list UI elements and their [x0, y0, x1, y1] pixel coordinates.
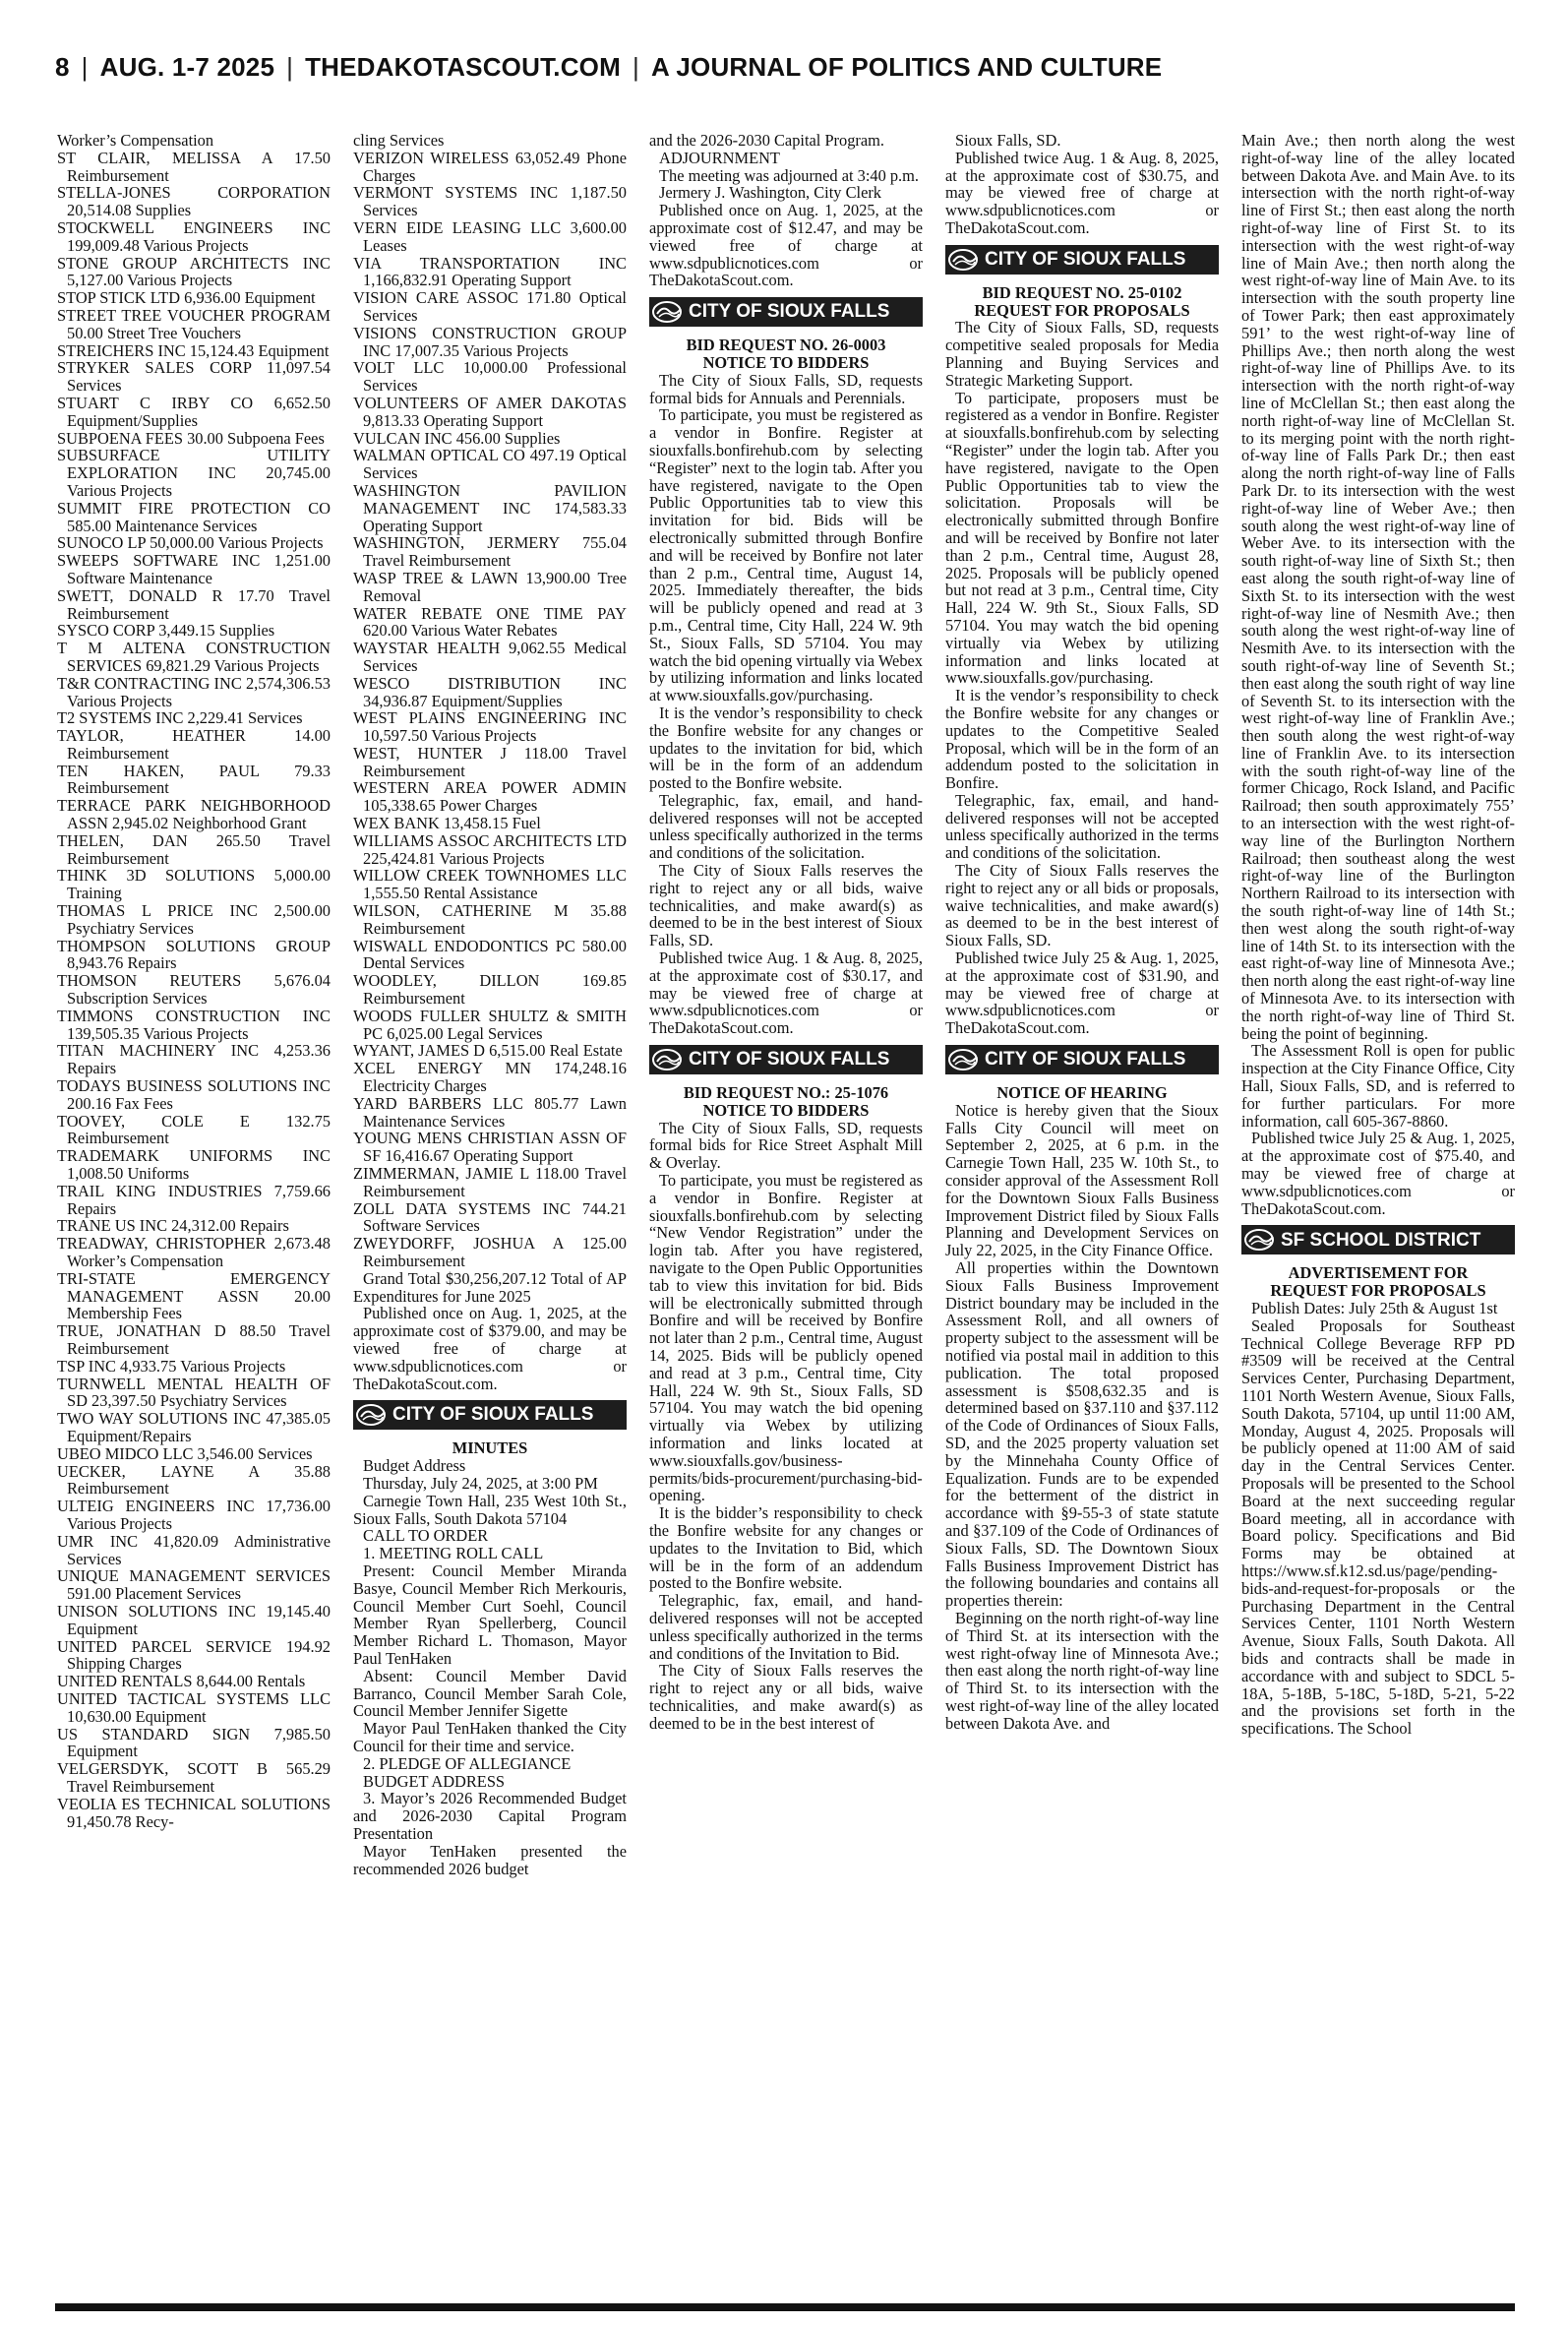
header-separator: | [286, 51, 294, 82]
notice-body [945, 319, 1219, 1037]
publication-note: Published once on Aug. 1, 2025, at the approximate cost of $379.00, and may be viewed free of charge at www.sdpublicnotices.com or TheDakotaScout.com. [353, 1304, 627, 1393]
expenditure-entry: VISIONS CONSTRUCTION GROUP INC 17,007.35 Various Projects [353, 323, 627, 360]
expenditure-entry: THOMAS L PRICE INC 2,500.00 Psychiatry Services [57, 901, 331, 938]
section-band [649, 1045, 923, 1074]
notice-paragraph: Telegraphic, fax, email, and hand-delivered responses will not be accepted unless specifically authorized in the terms and conditions of the Invitation to Bid. [649, 1591, 923, 1663]
minutes-paragraph: Carnegie Town Hall, 235 West 10th St., Sioux Falls, South Dakota 57104 [353, 1491, 627, 1528]
notice-paragraph: Telegraphic, fax, email, and hand-delivered responses will not be accepted unless specifically authorized in the terms and conditions of the solicitation. [649, 790, 923, 863]
section-band-label: CITY OF SIOUX FALLS [985, 1049, 1186, 1071]
expenditure-entry: TRADEMARK UNIFORMS INC 1,008.50 Uniforms [57, 1146, 331, 1184]
notice-paragraph: Publish Dates: July 25th & August 1st [1251, 1299, 1498, 1317]
notice-paragraph: The City of Sioux Falls reserves the right to reject any or all bids, waive technicalities, and make award(s) as deemed to be in the best interest of [649, 1661, 923, 1733]
expenditure-entry: T M ALTENA CONSTRUCTION SERVICES 69,821.29 Various Projects [57, 639, 331, 675]
grand-total: Grand Total $30,256,207.12 Total of AP Expenditures for June 2025 [353, 1268, 627, 1306]
minutes-paragraph: 2. PLEDGE OF ALLEGIANCE [363, 1753, 572, 1773]
expenditure-entry: TRAIL KING INDUSTRIES 7,759.66 Repairs [57, 1181, 331, 1218]
footer-rule [55, 2303, 1515, 2311]
notice-body [945, 132, 1219, 237]
expenditure-entry: TREADWAY, CHRISTOPHER 2,673.48 Worker’s Compensation [57, 1234, 331, 1270]
expenditure-entry: WAYSTAR HEALTH 9,062.55 Medical Services [353, 639, 627, 675]
notice-paragraph: Published twice Aug. 1 & Aug. 8, 2025, at the approximate cost of $30.17, and may be viewed free of charge at www.sdpublicnotices.com or TheDakotaScout.com. [649, 948, 923, 1038]
notice-paragraph: Beginning on the north right-of-way line of Third St. at its intersection with the west right-ofway line of Minnesota Ave.; then east along the north right-of-way line of Third St. to its intersection with the west right-of-way line of the alley located between Dakota Ave. and [945, 1608, 1219, 1733]
expenditure-entry: STRYKER SALES CORP 11,097.54 Services [57, 358, 331, 396]
expenditure-entry: TRANE US INC 24,312.00 Repairs [57, 1216, 289, 1236]
expenditure-entry: US STANDARD SIGN 7,985.50 Equipment [57, 1724, 331, 1761]
expenditure-entry: VERIZON WIRELESS 63,052.49 Phone Charges [353, 148, 627, 185]
notice-paragraph: The Assessment Roll is open for public inspection at the City Finance Office, City Hall, Sioux Falls, SD, and is referred to for further particulars. For more information, call 605-367-8860. [1241, 1041, 1515, 1131]
notice-heading: BID REQUEST NO. 25-0102 [982, 282, 1182, 302]
notice-paragraph: Sioux Falls, SD. [955, 132, 1061, 150]
section-band [649, 297, 923, 327]
expenditure-entry: WEST PLAINS ENGINEERING INC 10,597.50 Various Projects [353, 708, 627, 746]
notice-paragraph: Sealed Proposals for Southeast Technical College Beverage RFP PD #3509 will be received at the Central Services Center, Purchasing Department, 1101 North Western Avenue, Sioux Falls, South Dakota, 57104, up until 11:00 AM, Monday, August 4, 2025. Proposals will be publicly opened at 11:00 AM of said day in the Central Services Center. Proposals will be presented to the School Board at the next succeeding regular Board meeting, all in accordance with Board policy. Specifications and Bid Forms may be obtained at https://www.sf.k12.sd.us/page/pending-bids-and-request-for-proposals or the Purchasing Department in the Central Services Center, 1101 North Western Avenue, Sioux Falls, South Dakota. All bids and contracts shall be made in accordance with and subject to SDCL 5-18A, 5-18B, 5-18C, 5-18D, 5-21, 5-22 and the provisions set forth in the specifications. The School [1241, 1315, 1515, 1739]
city-logo-icon [947, 1047, 981, 1072]
notice-paragraph: All properties within the Downtown Sioux Falls Business Improvement District boundary may be included in the Assessment Roll, and all owners of property subject to the assessment will be notified via postal mail in addition to this publication. The total proposed assessment is $508,632.35 and is determined based on §37.110 and §37.112 of the Code of Ordinances of Sioux Falls, SD, and the 2025 property valuation set by the Minnehaha County Office of Equalization. Funds are to be expended for the betterment of the district in accordance with §9-55-3 of state statute and §37.109 of the Code of Ordinances of Sioux Falls, SD. The Downtown Sioux Falls Business Improvement District has the following boundaries and contains all properties therein: [945, 1258, 1219, 1611]
notice-paragraph: The City of Sioux Falls, SD, requests formal bids for Rice Street Asphalt Mill & Overlay. [649, 1118, 923, 1173]
expenditure-entry: WOODLEY, DILLON 169.85 Reimbursement [353, 971, 627, 1009]
expenditure-entry: UECKER, LAYNE A 35.88 Reimbursement [57, 1461, 331, 1499]
expenditure-entry: TRUE, JONATHAN D 88.50 Travel Reimbursement [57, 1321, 331, 1358]
notice-heading: ADVERTISEMENT FOR [1288, 1263, 1469, 1283]
expenditure-entry: UMR INC 41,820.09 Administrative Services [57, 1531, 331, 1568]
notice-paragraph: To participate, you must be registered as a vendor in Bonfire. Register at siouxfalls.bonfirehub.com by selecting “New Vendor Registration” under the login tab. After you have registered, navigate to the Open Public Opportunities tab to view this invitation for bid. Bids will be electronically submitted through Bonfire and will be received by Bonfire not later than 2 p.m., Central time, August 14, 2025. Bids will be publicly opened and read at 3 p.m., Central time, City Hall, 224 W. 9th St., Sioux Falls, SD 57104. You may watch the bid opening virtually via Webex by utilizing information and links located at www.siouxfalls.gov/business-permits/bids-procurement/purchasing-bid-opening. [649, 1171, 923, 1505]
expenditure-list [353, 132, 627, 1270]
continued-text: Main Ave.; then north along the west right-of-way line of the alley located between Dakota Ave. and Main Ave. to its intersection with the north right-of-way line of First St.; then east along the north right-of-way line of First St. to its intersection with the west right-of-way line of Main Ave.; then north along the west right-of-way line of Main Ave. to its intersection with the south property line of Tower Park; then east approximately 591’ to the west right-of-way line of Phillips Ave.; then north along the west right-of-way line of Phillips Ave. to its intersection with the north right-of-way line of McClellan St.; then east along the north right-of-way line of McClellan St. to its merging point with the north right-of-way line of Falls Park Dr.; then east along the north right-of-way line of Falls Park Dr. to its intersection with the west right-of-way line of Weber Ave.; then south along the west right-of-way line of Weber Ave. to its intersection with the south right-of-way line of Sixth St.; then east along the south right-of-way line of Sixth St. to its intersection with the west right-of-way line of Nesmith Ave.; then south along the west right-of-way line of Nesmith Ave. to its intersection with the south right-of-way line of Seventh St.; then east along the south right of way line of Seventh St. to its intersection with the west right-of-way line of Franklin Ave.; then south along the west right-of-way line of Franklin Ave. to its intersection with the south right-of-way line of the former Chicago, Rock Island, and Pacific Railroad; then south approximately 755’ to an intersection with the west right-of-way line of the Burlington Northern Railroad; then southeast along the west right-of-way line of the Burlington Northern Railroad to its intersection with the south right-of-way line of 14th St.; then west along the south right-of-way line of 14th St. to its intersection with the east right-of-way line of Minnesota Ave.; then north along the east right-of-way line of Minnesota Ave. to its intersection with the north right-of-way line of Third St. being the point of beginning. [1241, 132, 1515, 1043]
expenditure-entry: WEX BANK 13,458.15 Fuel [353, 814, 541, 833]
notice-paragraph: The City of Sioux Falls, SD, requests formal bids for Annuals and Perennials. [649, 370, 923, 407]
minutes-paragraph: Absent: Council Member David Barranco, Council Member Sarah Cole, Council Member Jennifer Sigette [353, 1666, 627, 1721]
expenditure-entry: TAYLOR, HEATHER 14.00 Reimbursement [57, 726, 331, 763]
minutes-paragraph: CALL TO ORDER [363, 1526, 489, 1546]
notice-subheading: NOTICE TO BIDDERS [702, 1100, 870, 1120]
expenditure-entry: WILLIAMS ASSOC ARCHITECTS LTD 225,424.81 Various Projects [353, 830, 627, 868]
minutes-body [649, 150, 923, 289]
minutes-paragraph: Published once on Aug. 1, 2025, at the approximate cost of $12.47, and may be viewed free of charge at www.sdpublicnotices.com or TheDakotaScout.com. [649, 201, 923, 290]
section-band-label: CITY OF SIOUX FALLS [392, 1404, 594, 1426]
notice-paragraph: It is the bidder’s responsibility to check the Bonfire website for any changes or updates to the Invitation to Bid, which will be in the form of an addendum posted to the Bonfire website. [649, 1503, 923, 1593]
notice-paragraph: Published twice Aug. 1 & Aug. 8, 2025, at the approximate cost of $30.75, and may be viewed free of charge at www.sdpublicnotices.com or TheDakotaScout.com. [945, 148, 1219, 237]
expenditure-entry: STREICHERS INC 15,124.43 Equipment [57, 340, 330, 360]
page-number: 8 [55, 51, 70, 82]
notice-body [945, 1102, 1219, 1733]
expenditure-entry: VELGERSDYK, SCOTT B 565.29 Travel Reimbursement [57, 1759, 331, 1796]
header-separator: | [632, 51, 639, 82]
page-header [55, 49, 1515, 85]
notice-subheading: REQUEST FOR PROPOSALS [1270, 1281, 1486, 1301]
column-2 [353, 132, 627, 2302]
expenditure-entry: TITAN MACHINERY INC 4,253.36 Repairs [57, 1041, 331, 1078]
notice-paragraph: To participate, you must be registered as a vendor in Bonfire. Register at siouxfalls.bonfirehub.com by selecting “Register” next to the login tab. After you have registered, navigate to the Open Public Opportunities tab to view this invitation for bid. Bids will be electronically submitted through Bonfire and will be received by Bonfire not later than 2 p.m., Central time, August 14, 2025. Immediately thereafter, the bids will be publicly opened and read at 3 p.m., Central time, City Hall, 224 W. 9th St., Sioux Falls, SD 57104. You may watch the bid opening virtually via Webex by utilizing information and links located at www.siouxfalls.gov/purchasing. [649, 405, 923, 705]
expenditure-entry: SUMMIT FIRE PROTECTION CO 585.00 Maintenance Services [57, 498, 331, 535]
expenditure-entry: cling Services [353, 132, 445, 150]
expenditure-entry: VOLT LLC 10,000.00 Professional Services [353, 358, 627, 396]
section-band [945, 1045, 1219, 1074]
expenditure-entry: ULTEIG ENGINEERS INC 17,736.00 Various Projects [57, 1497, 331, 1533]
minutes-paragraph: Present: Council Member Miranda Basye, Council Member Rich Merkouris, Council Member Curt Soehl, Council Member Ryan Spellerberg, Council Member Richard L. Thomason, Mayor Paul TenHaken [353, 1560, 627, 1668]
expenditure-entry: TODAYS BUSINESS SOLUTIONS INC 200.16 Fax Fees [57, 1076, 331, 1113]
continued-text: and the 2026-2030 Capital Program. [649, 132, 884, 150]
expenditure-entry: SUNOCO LP 50,000.00 Various Projects [57, 533, 324, 553]
expenditure-entry: WILSON, CATHERINE M 35.88 Reimbursement [353, 901, 627, 938]
notice-heading: BID REQUEST NO.: 25-1076 [683, 1083, 889, 1103]
expenditure-entry: YOUNG MENS CHRISTIAN ASSN OF SF 16,416.67 Operating Support [353, 1129, 627, 1166]
expenditure-entry: TOOVEY, COLE E 132.75 Reimbursement [57, 1111, 331, 1148]
expenditure-entry: STUART C IRBY CO 6,652.50 Equipment/Supplies [57, 393, 331, 430]
minutes-paragraph: Jermery J. Washington, City Clerk [659, 183, 882, 203]
notice-paragraph: Published twice July 25 & Aug. 1, 2025, at the approximate cost of $31.90, and may be viewed free of charge at www.sdpublicnotices.com or TheDakotaScout.com. [945, 948, 1219, 1038]
site-name: THEDAKOTASCOUT.COM [305, 51, 621, 82]
column-4 [945, 132, 1219, 2302]
notice-paragraph: It is the vendor’s responsibility to check the Bonfire website for any changes or updates to the invitation for bid, which will be in the form of an addendum posted to the Bonfire website. [649, 703, 923, 793]
notice-columns [57, 132, 1515, 2302]
expenditure-list [57, 132, 331, 1830]
minutes-paragraph: ADJOURNMENT [659, 148, 780, 167]
tagline: A JOURNAL OF POLITICS AND CULTURE [650, 51, 1163, 82]
expenditure-entry: WOODS FULLER SHULTZ & SMITH PC 6,025.00 Legal Services [353, 1006, 627, 1043]
expenditure-entry: VISION CARE ASSOC 171.80 Optical Services [353, 288, 627, 325]
expenditure-entry: WALMAN OPTICAL CO 497.19 Optical Services [353, 446, 627, 483]
notice-body [1241, 1042, 1515, 1217]
expenditure-entry: VERN EIDE LEASING LLC 3,600.00 Leases [353, 217, 627, 255]
notice-body [649, 372, 923, 1037]
expenditure-entry: WILLOW CREEK TOWNHOMES LLC 1,555.50 Rental Assistance [353, 866, 627, 903]
column-3 [649, 132, 923, 2302]
expenditure-entry: T2 SYSTEMS INC 2,229.41 Services [57, 708, 303, 728]
column-5 [1241, 132, 1515, 2302]
expenditure-entry: THOMPSON SOLUTIONS GROUP 8,943.76 Repairs [57, 936, 331, 973]
header-separator: | [81, 51, 89, 82]
city-logo-icon [651, 1047, 685, 1072]
minutes-paragraph: BUDGET ADDRESS [363, 1771, 506, 1791]
expenditure-entry: YARD BARBERS LLC 805.77 Lawn Maintenance Services [353, 1093, 627, 1131]
expenditure-entry: ZWEYDORFF, JOSHUA A 125.00 Reimbursement [353, 1234, 627, 1270]
expenditure-entry: UNITED TACTICAL SYSTEMS LLC 10,630.00 Equipment [57, 1688, 331, 1726]
expenditure-entry: WEST, HUNTER J 118.00 Travel Reimbursement [353, 743, 627, 780]
notice-subheading: NOTICE TO BIDDERS [702, 352, 870, 372]
expenditure-entry: STELLA-JONES CORPORATION 20,514.08 Supplies [57, 183, 331, 220]
expenditure-entry: VEOLIA ES TECHNICAL SOLUTIONS 91,450.78 Recy- [57, 1794, 331, 1831]
city-logo-icon [947, 247, 981, 273]
section-band-label: CITY OF SIOUX FALLS [689, 301, 890, 323]
expenditure-entry: WASHINGTON, JERMERY 755.04 Travel Reimbursement [353, 533, 627, 571]
expenditure-entry: UNIQUE MANAGEMENT SERVICES 591.00 Placement Services [57, 1566, 331, 1604]
notice-body [1241, 1300, 1515, 1738]
expenditure-entry: UBEO MIDCO LLC 3,546.00 Services [57, 1443, 313, 1463]
expenditure-entry: TRI-STATE EMERGENCY MANAGEMENT ASSN 20.00 Membership Fees [57, 1268, 331, 1323]
notice-heading: BID REQUEST NO. 26-0003 [686, 336, 886, 355]
expenditure-entry: Worker’s Compensation [57, 132, 214, 150]
column-1 [57, 132, 331, 2302]
expenditure-entry: ST CLAIR, MELISSA A 17.50 Reimbursement [57, 148, 331, 185]
expenditure-entry: XCEL ENERGY MN 174,248.16 Electricity Charges [353, 1059, 627, 1096]
expenditure-entry: WASP TREE & LAWN 13,900.00 Tree Removal [353, 568, 627, 605]
minutes-paragraph: The meeting was adjourned at 3:40 p.m. [659, 165, 920, 185]
expenditure-entry: WYANT, JAMES D 6,515.00 Real Estate [353, 1041, 623, 1061]
section-band-label: SF SCHOOL DISTRICT [1281, 1229, 1481, 1251]
section-band [945, 245, 1219, 275]
city-logo-icon [355, 1402, 389, 1428]
expenditure-entry: T&R CONTRACTING INC 2,574,306.53 Various Projects [57, 673, 331, 710]
expenditure-entry: STONE GROUP ARCHITECTS INC 5,127.00 Various Projects [57, 253, 331, 290]
expenditure-entry: TURNWELL MENTAL HEALTH OF SD 23,397.50 Psychiatry Services [57, 1374, 331, 1411]
notice-paragraph: To participate, proposers must be registered as a vendor in Bonfire. Register at siouxfalls.bonfirehub.com by selecting “Register” under the login tab. After you have registered, navigate to the Open Public Opportunities tab to view the solicitation. Proposals will be electronically submitted through Bonfire and will be received by Bonfire not later than 2 p.m., Central time, August 28, 2025. Proposals will be publicly opened but not read at 3 p.m., Central time, City Hall, 224 W. 9th St., Sioux Falls, SD 57104. You may watch the bid opening virtually via Webex by utilizing information and links located at www.siouxfalls.gov/purchasing. [945, 388, 1219, 688]
expenditure-entry: WASHINGTON PAVILION MANAGEMENT INC 174,583.33 Operating Support [353, 480, 627, 535]
minutes-paragraph: Mayor Paul TenHaken thanked the City Council for their time and service. [353, 1719, 627, 1755]
notice-paragraph: It is the vendor’s responsibility to check the Bonfire website for any changes or updates to the Competitive Sealed Proposal, which will be in the form of an addendum posted to the solicitation in Bonfire. [945, 686, 1219, 793]
expenditure-entry: WATER REBATE ONE TIME PAY 620.00 Various Water Rebates [353, 603, 627, 641]
expenditure-entry: VULCAN INC 456.00 Supplies [353, 428, 561, 448]
issue-date: AUG. 1-7 2025 [99, 51, 275, 82]
expenditure-entry: WESCO DISTRIBUTION INC 34,936.87 Equipment/Supplies [353, 673, 627, 710]
minutes-body [353, 1457, 627, 1877]
expenditure-entry: STOP STICK LTD 6,936.00 Equipment [57, 288, 316, 308]
city-logo-icon [651, 299, 685, 325]
notice-paragraph: Telegraphic, fax, email, and hand-delivered responses will not be accepted unless specifically authorized in the terms and conditions of the solicitation. [945, 790, 1219, 863]
expenditure-entry: SYSCO CORP 3,449.15 Supplies [57, 621, 275, 641]
expenditure-entry: SWEEPS SOFTWARE INC 1,251.00 Software Maintenance [57, 551, 331, 587]
notice-subheading: REQUEST FOR PROPOSALS [974, 300, 1190, 320]
minutes-paragraph: Budget Address [363, 1456, 466, 1476]
notice-paragraph: The City of Sioux Falls, SD, requests competitive sealed proposals for Media Planning and Buying Services and Strategic Marketing Support. [945, 318, 1219, 390]
expenditure-entry: UNITED RENTALS 8,644.00 Rentals [57, 1672, 306, 1691]
expenditure-entry: THINK 3D SOLUTIONS 5,000.00 Training [57, 866, 331, 903]
minutes-paragraph: Thursday, July 24, 2025, at 3:00 PM [363, 1473, 598, 1493]
expenditure-entry: SUBPOENA FEES 30.00 Subpoena Fees [57, 428, 325, 448]
expenditure-entry: TSP INC 4,933.75 Various Projects [57, 1356, 286, 1376]
expenditure-entry: TEN HAKEN, PAUL 79.33 Reimbursement [57, 761, 331, 798]
expenditure-entry: WISWALL ENDODONTICS PC 580.00 Dental Services [353, 936, 627, 973]
expenditure-entry: TIMMONS CONSTRUCTION INC 139,505.35 Various Projects [57, 1006, 331, 1043]
notice-paragraph: The City of Sioux Falls reserves the right to reject any or all bids, waive technicalities, and make award(s) as deemed to be in the best interest of Sioux Falls, SD. [649, 861, 923, 950]
notice-paragraph: The City of Sioux Falls reserves the right to reject any or all bids or proposals, waive technicalities, and make award(s) as deemed to be in the best interest of Sioux Falls, SD. [945, 861, 1219, 950]
expenditure-entry: ZOLL DATA SYSTEMS INC 744.21 Software Services [353, 1198, 627, 1236]
expenditure-entry: ZIMMERMAN, JAMIE L 118.00 Travel Reimbursement [353, 1164, 627, 1200]
section-band [1241, 1225, 1515, 1254]
expenditure-entry: VOLUNTEERS OF AMER DAKOTAS 9,813.33 Operating Support [353, 393, 627, 430]
expenditure-entry: UNITED PARCEL SERVICE 194.92 Shipping Charges [57, 1636, 331, 1674]
expenditure-entry: TWO WAY SOLUTIONS INC 47,385.05 Equipment/Repairs [57, 1409, 331, 1445]
expenditure-entry: SWETT, DONALD R 17.70 Travel Reimbursement [57, 585, 331, 623]
section-band [353, 1400, 627, 1430]
notice-paragraph: Notice is hereby given that the Sioux Falls City Council will meet on September 2, 2025, at 6 p.m. in the Carnegie Town Hall, 235 W. 10th St., to consider approval of the Assessment Roll for the Downtown Sioux Falls Business Improvement District filed by Sioux Falls Planning and Development Services on July 22, 2025, in the City Finance Office. [945, 1100, 1219, 1260]
minutes-paragraph: 3. Mayor’s 2026 Recommended Budget and 2026-2030 Capital Program Presentation [353, 1789, 627, 1843]
expenditure-entry: UNISON SOLUTIONS INC 19,145.40 Equipment [57, 1601, 331, 1638]
minutes-paragraph: Mayor TenHaken presented the recommended 2026 budget [353, 1841, 627, 1878]
expenditure-entry: STOCKWELL ENGINEERS INC 199,009.48 Various Projects [57, 217, 331, 255]
notice-heading: MINUTES [452, 1438, 528, 1458]
notice-body [649, 1120, 923, 1733]
notice-heading: NOTICE OF HEARING [996, 1083, 1168, 1103]
section-band-label: CITY OF SIOUX FALLS [689, 1049, 890, 1071]
expenditure-entry: VERMONT SYSTEMS INC 1,187.50 Services [353, 183, 627, 220]
notice-paragraph: Published twice July 25 & Aug. 1, 2025, at the approximate cost of $75.40, and may be viewed free of charge at www.sdpublicnotices.com or TheDakotaScout.com. [1241, 1129, 1515, 1218]
expenditure-entry: THOMSON REUTERS 5,676.04 Subscription Services [57, 971, 331, 1009]
section-band-label: CITY OF SIOUX FALLS [985, 248, 1186, 270]
expenditure-entry: WESTERN AREA POWER ADMIN 105,338.65 Power Charges [353, 778, 627, 816]
school-logo-icon [1243, 1227, 1277, 1253]
expenditure-entry: SUBSURFACE UTILITY EXPLORATION INC 20,745.00 Various Projects [57, 446, 331, 500]
minutes-paragraph: 1. MEETING ROLL CALL [363, 1544, 544, 1563]
expenditure-entry: STREET TREE VOUCHER PROGRAM 50.00 Street Tree Vouchers [57, 305, 331, 342]
expenditure-entry: TERRACE PARK NEIGHBORHOOD ASSN 2,945.02 Neighborhood Grant [57, 796, 331, 833]
expenditure-entry: THELEN, DAN 265.50 Travel Reimbursement [57, 830, 331, 868]
expenditure-entry: VIA TRANSPORTATION INC 1,166,832.91 Operating Support [353, 253, 627, 290]
